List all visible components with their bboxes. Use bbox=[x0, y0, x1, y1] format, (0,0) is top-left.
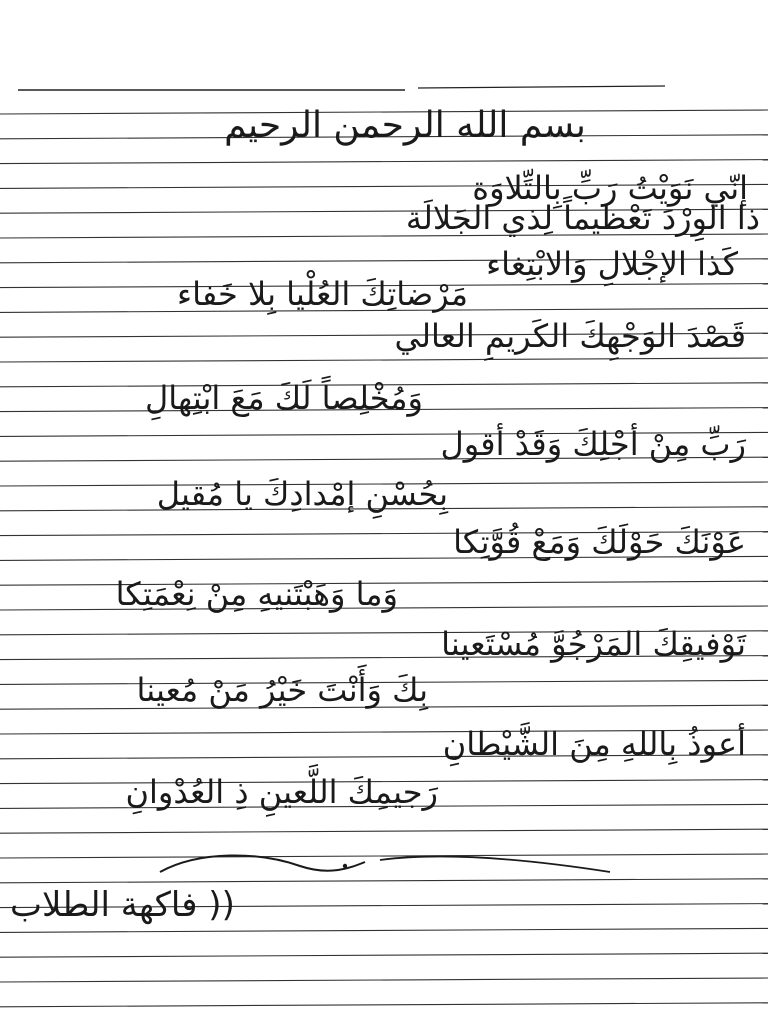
verse-line: رَجيمِكَ اللَّعينِ ذِ العُدْوانِ bbox=[125, 773, 438, 811]
ruled-line bbox=[0, 928, 768, 932]
verse-line: قَصْدَ الوَجْهِكَ الكَريمِ العالي bbox=[394, 317, 746, 355]
ruled-line bbox=[0, 879, 768, 883]
verse-line: بِحُسْنِ إمْدادِكَ يا مُقيل bbox=[156, 475, 448, 513]
signature: (( فاكهة الطلاب bbox=[10, 885, 235, 925]
ruled-line bbox=[0, 160, 768, 164]
verse-line: رَبِّ مِنْ أجْلِكَ وَقَدْ أقول bbox=[440, 425, 746, 463]
verse-line: بِكَ وَأَنْتَ خَيْرُ مَنْ مُعينا bbox=[136, 671, 428, 709]
verse-line: تَوْفيقِكَ المَرْجُوَّ مُسْتَعينا bbox=[441, 625, 746, 663]
verse-line: عَوْنَكَ حَوْلَكَ وَمَعْ قُوَّتِكا bbox=[453, 523, 746, 561]
verse-line: ذا الوِرْدَ تَعْظيماً لِذي الجَلالَة bbox=[405, 199, 760, 237]
ruled-line bbox=[0, 953, 768, 957]
ruled-line bbox=[0, 978, 768, 982]
verse-line: مَرْضاتِكَ العُلْيا بِلا خَفاء bbox=[177, 275, 468, 313]
verse-line: وَما وَهَبْتَنيهِ مِنْ نِعْمَتِكا bbox=[115, 575, 398, 613]
ruled-line bbox=[0, 1003, 768, 1007]
ruled-line bbox=[0, 358, 768, 362]
verse-line: كَذا الإجْلالِ وَالابْتِغاء bbox=[486, 245, 738, 283]
top-margin-line bbox=[418, 86, 665, 88]
verse-line: وَمُخْلِصاً لَكَ مَعَ ابْتِهالِ bbox=[145, 379, 423, 417]
ruled-line bbox=[0, 829, 768, 833]
verse-line: إنّي نَوَيْتُ رَبِّ بِالتِّلاوَة bbox=[472, 169, 748, 207]
ruled-line bbox=[0, 854, 768, 858]
page-title: بسم الله الرحمن الرحيم bbox=[224, 105, 586, 146]
verse-line: أعوذُ بِاللهِ مِنَ الشَّيْطانِ bbox=[442, 725, 746, 763]
